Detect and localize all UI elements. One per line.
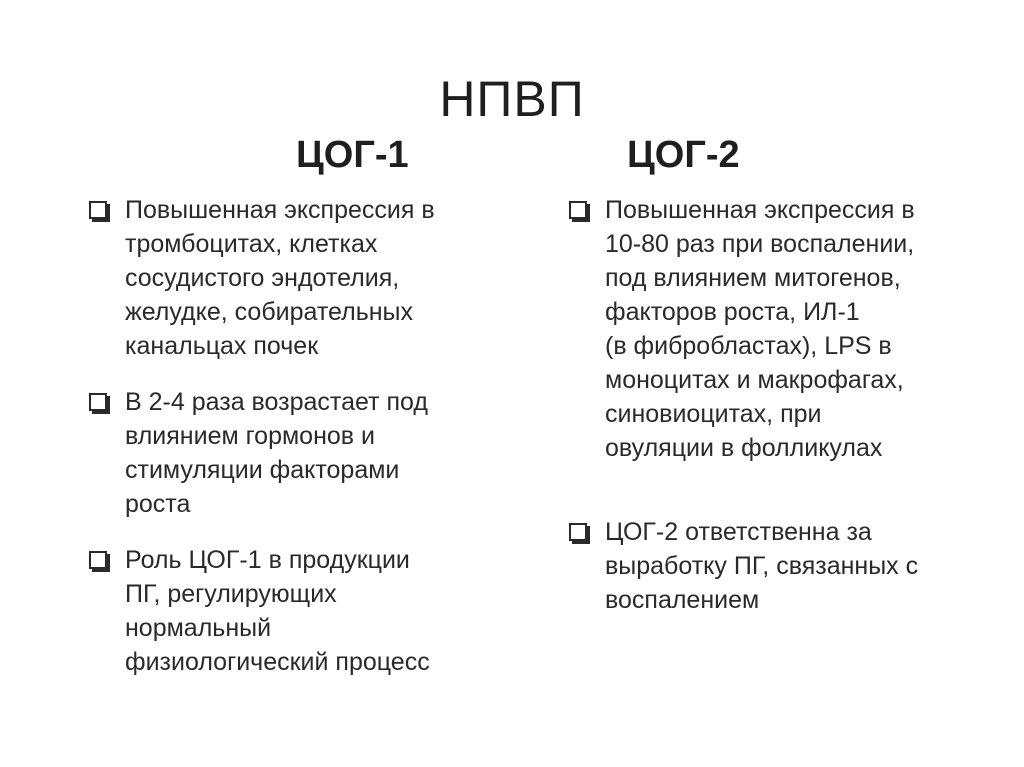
- slide-title: НПВП: [439, 71, 585, 127]
- column-heading-cox2: ЦОГ-2: [627, 134, 740, 176]
- list-item-text: ЦОГ-2 ответственна за выработку ПГ, связанных с воспалением: [605, 518, 919, 614]
- list-item: [567, 193, 987, 465]
- checkbox-bullet-icon: [89, 551, 107, 569]
- checkbox-bullet-icon: [89, 201, 107, 219]
- list-item-text: Повышенная экспрессия в 10-80 раз при воспалении, под влиянием митогенов, факторов роста, ИЛ-1 (в фибробластах), LPS в моноцитах и макрофагах, синовиоцитах, при овуляции в фолликулах: [605, 196, 915, 462]
- checkbox-bullet-icon: [89, 393, 107, 411]
- column-cox1: [87, 193, 497, 679]
- list-item-text: Повышенная экспрессия в тромбоцитах, клетках сосудистого эндотелия, желудке, собирательных канальцах почек: [125, 196, 435, 360]
- column-heading-cox1: ЦОГ-1: [296, 134, 409, 176]
- list-item: [87, 193, 497, 363]
- checkbox-bullet-icon: [569, 201, 587, 219]
- checkbox-bullet-icon: [569, 523, 587, 541]
- list-item: [87, 543, 497, 679]
- list-item-text: В 2-4 раза возрастает под влиянием гормонов и стимуляции факторами роста: [125, 388, 428, 518]
- list-item: [87, 385, 497, 521]
- list-item-text: Роль ЦОГ-1 в продукции ПГ, регулирующих нормальный физиологический процесс: [125, 546, 430, 676]
- column-cox2: [567, 193, 987, 617]
- list-item: [567, 515, 987, 617]
